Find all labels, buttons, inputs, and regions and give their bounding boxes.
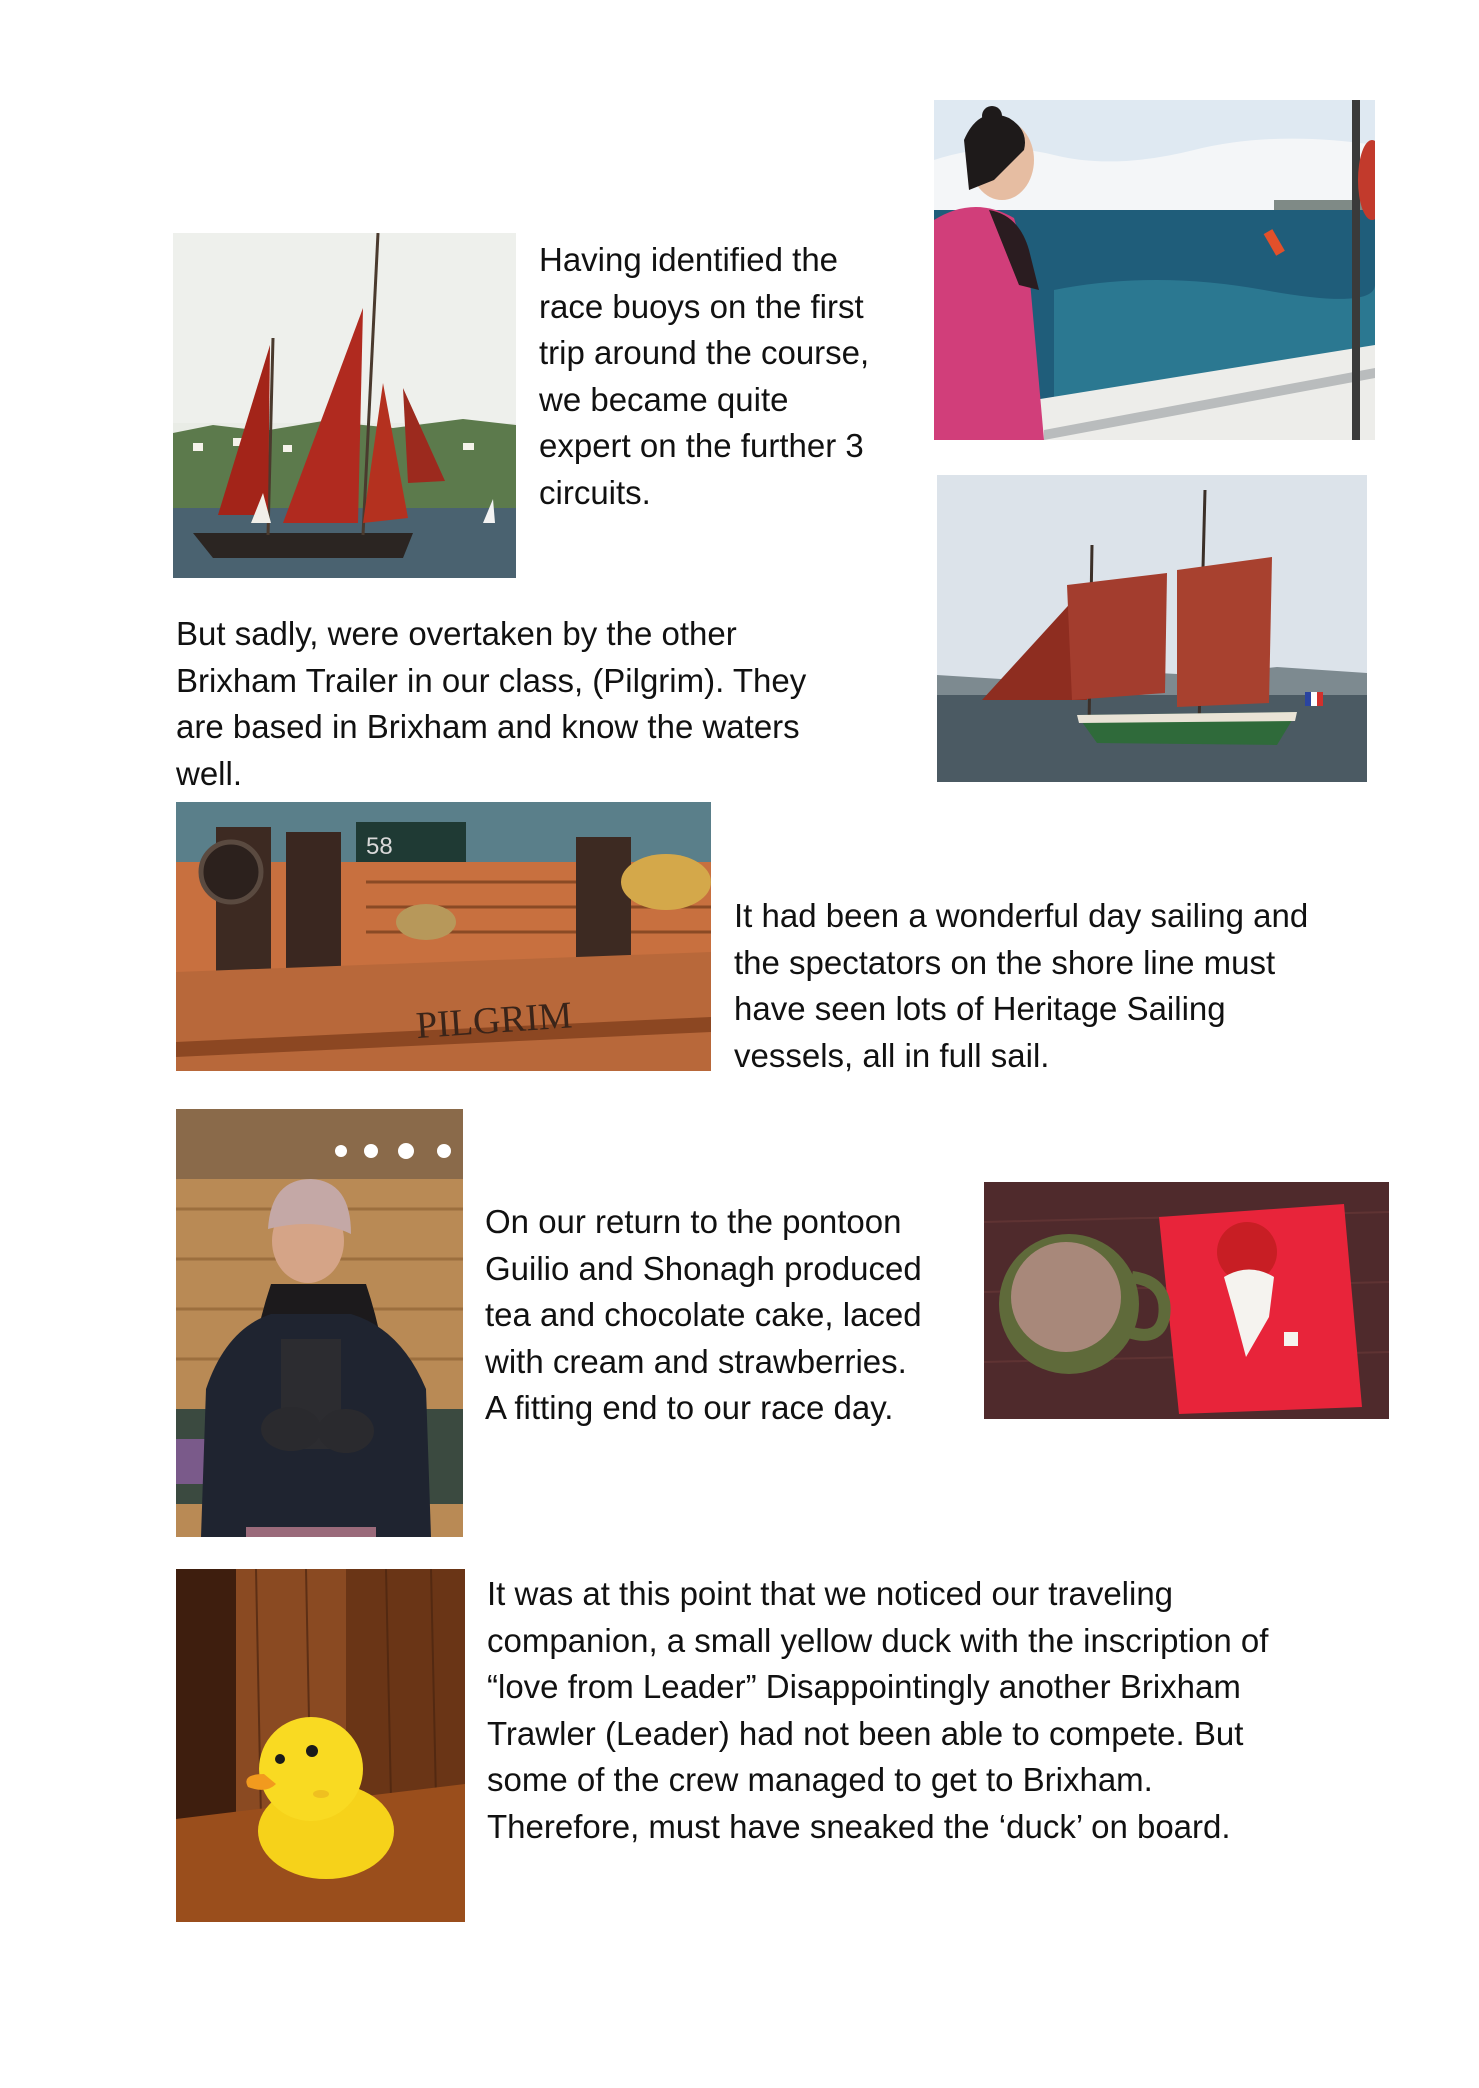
paragraph-overtaken-by-pilgrim: But sadly, were overtaken by the other Brixham Trailer in our class, (Pilgrim). They are based in Brixham and know the waters well. <box>176 615 807 792</box>
paragraph-race-buoys: Having identified the race buoys on the first trip around the course, we became quite expert on the further 3 circuits. <box>539 241 870 511</box>
paragraph-wonderful-day: It had been a wonderful day sailing and the spectators on the shore line must have seen lots of Heritage Sailing vessels, all in full sail. <box>734 897 1309 1074</box>
photo-crew-member-in-cabin <box>176 1109 463 1537</box>
boat-number: 58 <box>366 833 393 860</box>
photo-pilgrim-under-sail <box>937 475 1367 782</box>
photo-yellow-rubber-duck <box>176 1569 465 1922</box>
photo-red-sail-trawler <box>173 233 516 578</box>
paragraph-yellow-duck: It was at this point that we noticed our traveling companion, a small yellow duck with the inscription of “love from Leader” Disappointingly another Brixham Trawler (Leader) had not been able to compete. But some of the crew managed to get to Brixham. Therefore, must have sneaked the ‘duck’ on board. <box>487 1575 1269 1845</box>
photo-tea-and-strawberry-cake <box>984 1182 1389 1419</box>
photo-crew-watching-buoy <box>934 100 1375 440</box>
paragraph-tea-and-cake: On our return to the pontoon Guilio and Shonagh produced tea and chocolate cake, laced with cream and strawberries. A fitting end to our race day. <box>485 1203 922 1426</box>
photo-pilgrim-deck-winch <box>176 802 711 1071</box>
pilgrim-nameboard: PILGRIM <box>414 994 574 1048</box>
